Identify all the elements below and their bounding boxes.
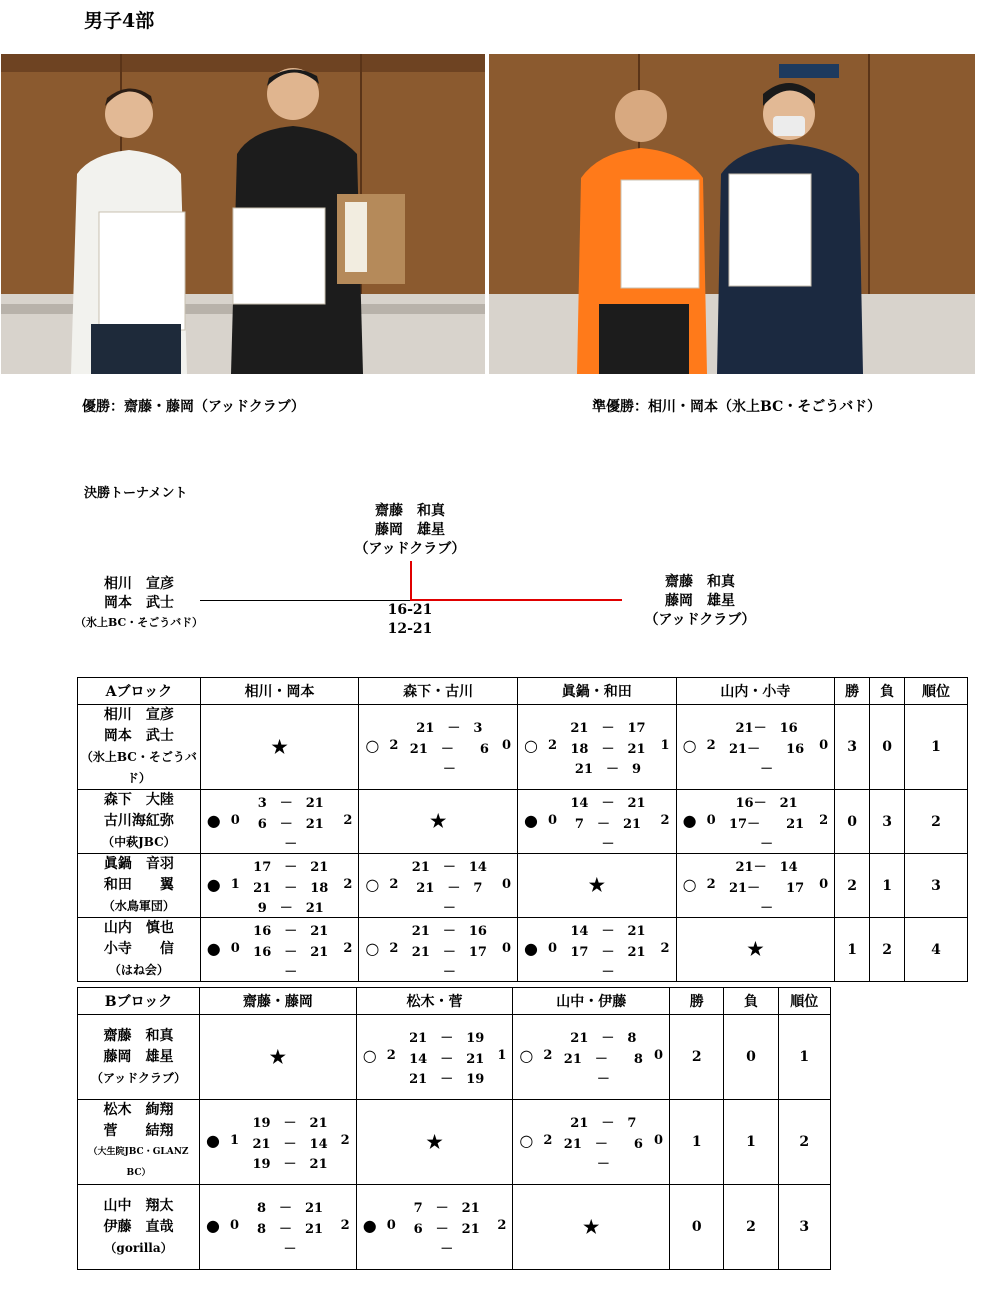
games-lost: 0 [654,1048,664,1063]
game-score: 3 － 21 [257,795,324,811]
pair-names [78,1196,199,1259]
games-won: 2 [389,876,399,892]
game-score: － [596,1157,610,1172]
player-name: 藤岡 雄星 [665,593,735,609]
column-header: 山内・小寺 [676,678,835,705]
game-score: 17 － 21 [253,859,329,875]
self-match-star-icon: ★ [269,1046,286,1068]
match-result [518,791,676,853]
games-won: 1 [230,876,240,892]
player-name: 山内 慎也 [103,920,174,936]
game-score: － [760,762,774,777]
column-header: 順位 [778,988,830,1015]
losses-count: 0 [724,1015,778,1100]
game-score: 6 － 21 [257,816,324,832]
match-cell [517,918,676,982]
match-cell [513,1100,670,1185]
game-score: 21 － 3 [416,721,483,736]
games-lost: 2 [343,940,353,956]
team-name: （アッドクラブ） [354,541,466,557]
game-score: － [284,836,298,852]
game-score: 21 － 6 [563,1137,643,1152]
games-lost: 2 [343,876,353,892]
team-name: （氷上BC・そごうバド） [80,750,197,785]
self-match-star-icon: ★ [271,736,288,758]
match-cell [356,1015,513,1100]
loss-circle-icon: ● [206,810,221,830]
pair-names [78,1100,199,1184]
pair-names [78,854,200,917]
player-name: 岡本 武士 [104,595,174,611]
game-score: 21－ 14 [735,859,798,875]
table-row [78,1185,831,1270]
pair-cell [78,1015,200,1100]
runners-up-photo [489,54,975,374]
game-score: 14 － 21 [570,795,646,811]
player-name: 山中 翔太 [103,1197,174,1214]
final-score [360,601,460,639]
player-name: 藤岡 雄星 [375,522,445,538]
win-circle-icon: ○ [365,938,380,958]
team-name: （はね会） [108,963,169,977]
game-score: 21 － 6 [409,742,489,757]
games-lost: 2 [340,1218,350,1233]
final-winner-pair [630,573,770,630]
games-won: 1 [230,1133,240,1148]
game-score: 21 － 8 [570,1031,637,1046]
games-lost: 2 [497,1218,507,1233]
game-score: 8 － 21 [256,1222,324,1237]
match-cell [517,854,676,918]
win-circle-icon: ○ [682,736,697,755]
winners-photo [1,54,485,374]
column-header: 眞鍋・和田 [517,678,676,705]
match-result [201,855,359,917]
pair-cell [78,918,201,982]
pair-cell [78,705,201,790]
game-score: 14 － 21 [570,923,646,939]
column-header: 勝 [670,988,724,1015]
losses-count: 2 [724,1185,778,1270]
match-result [513,1015,669,1099]
wins-count: 0 [835,790,870,854]
games-won: 0 [547,812,558,828]
game-score: － [760,836,774,852]
table-row [78,1100,831,1185]
wins-count: 2 [670,1015,724,1100]
match-cell [200,854,359,918]
game-score: 7 － 21 [413,1201,480,1216]
column-header: 順位 [905,678,968,705]
match-cell [356,1100,513,1185]
game-score: 21 － 19 [409,1072,485,1087]
loss-circle-icon: ● [523,810,538,830]
team-name: （アッドクラブ） [90,1070,187,1085]
games-won: 0 [230,812,240,828]
games-won: 2 [547,738,558,753]
game-score: － [440,1242,454,1257]
games-lost: 0 [819,738,829,753]
games-lost: 0 [501,876,511,892]
game-score: 21 － 17 [411,944,487,960]
losses-count: 3 [870,790,905,854]
column-header: 山中・伊藤 [513,988,670,1015]
match-cell [517,705,676,790]
game-score: 21 － 16 [411,923,487,939]
games-won: 2 [543,1133,553,1148]
losses-count: 1 [870,854,905,918]
loss-circle-icon: ● [362,1216,377,1235]
final-left-pair [68,575,210,632]
match-cell [676,918,835,982]
player-name: 菅 結翔 [103,1123,174,1139]
column-header: 相川・岡本 [200,678,359,705]
player-name: 齋藤 和真 [103,1027,174,1044]
wins-count: 2 [835,854,870,918]
game-score: 21 － 7 [416,880,483,896]
self-match-star-icon: ★ [747,939,764,960]
column-header: 齋藤・藤岡 [200,988,357,1015]
match-cell [200,1185,357,1270]
match-cell [200,705,359,790]
game-score: 21－ 16 [729,742,805,757]
loss-circle-icon: ● [206,1131,220,1150]
pair-cell [78,1185,200,1270]
game-score: 18 － 21 [570,742,646,757]
games-won: 2 [543,1048,553,1063]
games-lost: 0 [654,1133,664,1148]
game-score: － [284,964,298,980]
games-lost: 2 [819,812,829,828]
final-game-score: 12-21 [387,621,433,637]
match-cell [359,854,518,918]
team-name: （アッドクラブ） [644,612,756,628]
table-row [78,918,968,982]
loss-circle-icon: ● [206,1216,220,1235]
table-row [78,854,968,918]
match-cell [200,1015,357,1100]
losses-count: 2 [870,918,905,982]
pair-cell [78,1100,200,1185]
team-name: （gorilla） [104,1240,173,1255]
pair-names [78,790,200,853]
game-score: 17－ 21 [729,816,805,832]
games-won: 2 [389,738,399,753]
page-title: 男子4部 [84,10,155,32]
winner-caption: 優勝：齋藤・藤岡（アッドクラブ） [82,399,305,415]
column-header: 負 [724,988,778,1015]
match-cell [200,918,359,982]
block-name-header: Bブロック [78,988,200,1015]
player-name: 小寺 信 [103,941,174,957]
game-score: － [596,1072,610,1087]
loss-circle-icon: ● [682,810,697,830]
game-score: 19 － 21 [252,1157,328,1172]
player-name: 藤岡 雄星 [103,1048,174,1065]
final-tournament-heading: 決勝トーナメント [84,486,188,501]
losses-count: 0 [870,705,905,790]
games-won: 0 [386,1218,396,1233]
team-name: （水鳥軍団） [102,899,175,913]
match-result [357,1015,513,1099]
player-name: 相川 宣彦 [104,576,174,592]
match-cell [676,854,835,918]
win-circle-icon: ○ [365,736,380,755]
game-score: 21 － 8 [563,1052,643,1067]
pair-names [78,705,200,789]
match-result [513,1100,669,1184]
win-circle-icon: ○ [519,1131,534,1150]
column-header: 松木・菅 [356,988,513,1015]
pair-cell [78,854,201,918]
player-name: 齋藤 和真 [375,503,445,519]
bracket-line-winner-vertical [410,561,412,601]
match-cell [513,1185,670,1270]
games-lost: 1 [497,1048,507,1063]
player-name: 古川海紅弥 [103,813,174,829]
wins-count: 0 [670,1185,724,1270]
games-won: 2 [389,940,399,956]
game-score: 8 － 21 [256,1201,324,1216]
rank: 3 [778,1185,830,1270]
game-score: 9 － 21 [257,900,324,916]
games-lost: 0 [501,940,511,956]
games-lost: 2 [340,1133,350,1148]
player-name: 齋藤 和真 [665,574,735,590]
win-circle-icon: ○ [523,736,538,755]
loss-circle-icon: ● [206,938,221,958]
game-score: 21 － 7 [570,1116,637,1131]
column-header: 森下・古川 [359,678,518,705]
rank: 1 [778,1015,830,1100]
match-cell [517,790,676,854]
game-score: － [442,900,456,916]
game-score: 21 － 17 [570,721,646,736]
team-name: （氷上BC・そごうバド） [74,616,204,629]
block-b-table [77,987,831,1270]
pair-names [78,1026,199,1089]
losses-count: 1 [724,1100,778,1185]
player-name: 眞鍋 音羽 [103,856,174,872]
game-score: 7 － 21 [574,816,642,832]
games-lost: 0 [819,876,829,892]
player-name: 岡本 武士 [103,728,174,744]
match-cell [359,918,518,982]
games-lost: 2 [660,940,670,956]
match-result [677,791,835,853]
game-score: － [283,1242,297,1257]
game-score: 16 － 21 [253,944,329,960]
runner-up-caption: 準優勝：相川・岡本（氷上BC・そごうバド） [592,399,881,415]
player-name: 松木 絢翔 [103,1102,174,1118]
games-won: 2 [386,1048,396,1063]
match-result [357,1185,513,1269]
game-score: 21 － 9 [574,762,642,777]
player-name: 伊藤 直哉 [103,1218,174,1235]
wins-count: 1 [835,918,870,982]
match-result [518,716,676,778]
pair-cell [78,790,201,854]
block-name-header: Aブロック [78,678,201,705]
game-score: 16 － 21 [253,923,329,939]
wins-count: 3 [835,705,870,790]
player-name: 相川 宣彦 [103,707,174,723]
team-name: （大生院JBC・GLANZ BC） [88,1147,189,1178]
games-won: 2 [706,876,716,892]
final-game-score: 16-21 [387,602,433,618]
game-score: 17 － 21 [570,944,646,960]
self-match-star-icon: ★ [588,875,605,896]
match-result [518,919,676,981]
match-result [201,919,359,981]
win-circle-icon: ○ [519,1046,534,1065]
win-circle-icon: ○ [682,874,697,894]
game-score: 21 － 18 [253,880,329,896]
player-name: 和田 翼 [103,877,174,893]
win-circle-icon: ○ [365,874,380,894]
game-score: 21－ 16 [735,721,798,736]
games-won: 0 [230,1218,240,1233]
match-cell [359,705,518,790]
game-score: － [601,836,615,852]
wins-count: 1 [670,1100,724,1185]
match-cell [513,1015,670,1100]
game-score: － [760,900,774,916]
game-score: 21 － 14 [411,859,487,875]
match-cell [359,790,518,854]
match-result [200,1185,356,1269]
player-name: 森下 大陸 [103,792,174,808]
games-won: 0 [547,940,558,956]
match-cell [676,790,835,854]
final-top-pair [340,502,480,559]
match-result [359,855,517,917]
win-circle-icon: ○ [362,1046,377,1065]
table-row [78,705,968,790]
match-cell [200,1100,357,1185]
match-cell [356,1185,513,1270]
game-score: 21 － 19 [409,1031,485,1046]
game-score: － [442,762,456,777]
match-result [359,919,517,981]
pair-names [78,918,200,981]
game-score: 6 － 21 [413,1222,480,1237]
games-won: 2 [706,738,716,753]
game-score: 16－ 21 [735,795,798,811]
game-score: － [442,964,456,980]
games-lost: 2 [660,812,670,828]
games-lost: 2 [343,812,353,828]
table-row [78,790,968,854]
self-match-star-icon: ★ [426,1131,443,1153]
rank: 2 [778,1100,830,1185]
match-result [677,855,835,917]
rank: 4 [905,918,968,982]
rank: 3 [905,854,968,918]
game-score: 21－ 17 [729,880,805,896]
self-match-star-icon: ★ [430,811,447,832]
game-score: 14 － 21 [409,1052,485,1067]
self-match-star-icon: ★ [583,1216,600,1238]
games-lost: 1 [660,738,670,753]
match-result [677,716,835,778]
match-cell [676,705,835,790]
game-score: － [601,964,615,980]
loss-circle-icon: ● [523,938,538,958]
games-won: 0 [706,812,716,828]
column-header: 負 [870,678,905,705]
loss-circle-icon: ● [206,874,221,894]
block-a-table [77,677,968,982]
match-result [359,716,517,778]
game-score: 19 － 21 [252,1116,328,1131]
match-result [201,791,359,853]
column-header: 勝 [835,678,870,705]
table-row [78,1015,831,1100]
rank: 2 [905,790,968,854]
games-lost: 0 [501,738,511,753]
team-name: （中萩JBC） [102,835,176,849]
match-cell [200,790,359,854]
games-won: 0 [230,940,240,956]
match-result [200,1100,356,1184]
game-score: 21 － 14 [252,1137,328,1152]
rank: 1 [905,705,968,790]
